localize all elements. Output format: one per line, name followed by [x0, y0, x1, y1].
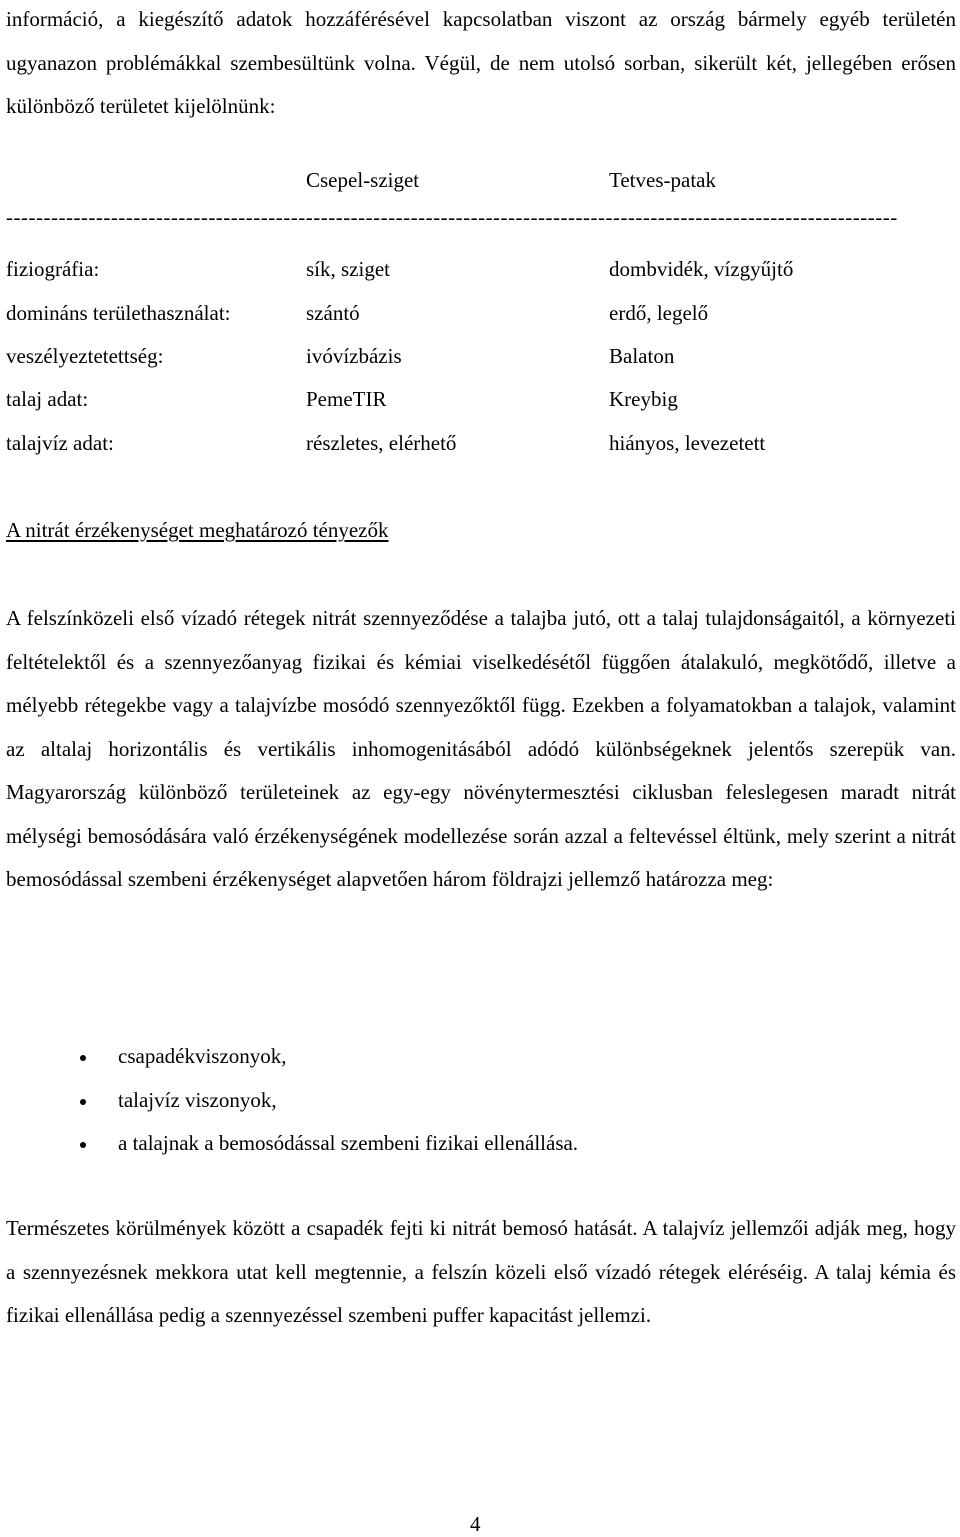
list-item: [0, 1122, 960, 1166]
row-value-tetves: erdő, legelő: [609, 301, 709, 325]
row-value-csepel: sík, sziget: [306, 257, 390, 281]
table-row: [0, 301, 960, 333]
list-item-text: talajvíz viszonyok,: [118, 1087, 277, 1112]
body-paragraph: A felszínközeli első vízadó rétegek nitrát szennyeződése a talajba jutó, ott a talaj tulajdonságaitól, a környezeti feltételektől és a szennyezőanyag fizikai és kémiai viselkedésétől függően átalakuló, megkötődő, illetve a mélyebb rétegekbe vagy a talajvízbe mosódó szennyezőktől függ. Ezekben a folyamatokban a talajok, valamint az altalaj horizontális és vertikális inhomogenitásából adódó különbségeknek jelentős szerepük van. Magyarország különböző területeinek az egy-egy növénytermesztési ciklusban feleslegesen maradt nitrát mélységi bemosódására való érzékenységének modellezése során azzal a feltevéssel éltünk, mely szerint a nitrát bemosódással szembeni érzékenységet alapvetően három földrajzi jellemző határozza meg:: [6, 606, 956, 891]
section-heading: A nitrát érzékenységet meghatározó tényezők: [6, 518, 389, 542]
column-header-csepel: Csepel-sziget: [306, 168, 420, 192]
bullet-icon: [80, 1142, 86, 1148]
list-item: [0, 1035, 960, 1079]
table-row: [0, 344, 960, 376]
table-row: [0, 387, 960, 419]
body-paragraph: Természetes körülmények között a csapadék fejti ki nitrát bemosó hatását. A talajvíz jellemzői adják meg, hogy a szennyezésnek mekkora utat kell megtennie, a felszín közeli első vízadó rétegek eléréséig. A talaj kémia és fizikai ellenállása pedig a szennyezéssel szembeni puffer kapacitást jellemzi.: [6, 1216, 956, 1327]
list-item-text: csapadékviszonyok,: [118, 1044, 287, 1068]
column-header-tetves: Tetves-patak: [609, 168, 716, 192]
bullet-icon: [80, 1099, 86, 1105]
row-value-tetves: hiányos, levezetett: [609, 431, 766, 455]
row-value-csepel: szántó: [306, 301, 360, 325]
table-header: [0, 168, 960, 200]
table-row: [0, 257, 960, 289]
bullet-icon: [80, 1055, 86, 1061]
row-value-tetves: Balaton: [609, 344, 675, 368]
row-value-tetves: Kreybig: [609, 387, 678, 411]
row-label: talajvíz adat:: [6, 431, 114, 455]
intro-paragraph: információ, a kiegészítő adatok hozzáférésével kapcsolatban viszont az ország bármely egyéb területén ugyanazon problémákkal szembesültünk volna. Végül, de nem utolsó sorban, sikerült két, jellegében erősen különböző területet kijelölnünk:: [6, 7, 956, 118]
row-value-csepel: ivóvízbázis: [306, 344, 402, 368]
table-divider: -----------------------------------------------------------------------------------------------------------------------: [6, 206, 898, 228]
row-label: domináns területhasználat:: [6, 301, 231, 325]
row-value-csepel: PemeTIR: [306, 387, 387, 411]
table-row: [0, 431, 960, 463]
list-item-text: a talajnak a bemosódással szembeni fizikai ellenállása.: [118, 1131, 579, 1155]
list-item: [0, 1079, 960, 1123]
row-value-csepel: részletes, elérhető: [306, 431, 457, 455]
row-label: talaj adat:: [6, 387, 89, 411]
row-label: veszélyeztetettség:: [6, 344, 164, 368]
page-number: 4: [470, 1512, 481, 1536]
row-value-tetves: dombvidék, vízgyűjtő: [609, 257, 794, 281]
bullet-list: [0, 1035, 960, 1166]
row-label: fiziográfia:: [6, 257, 100, 281]
